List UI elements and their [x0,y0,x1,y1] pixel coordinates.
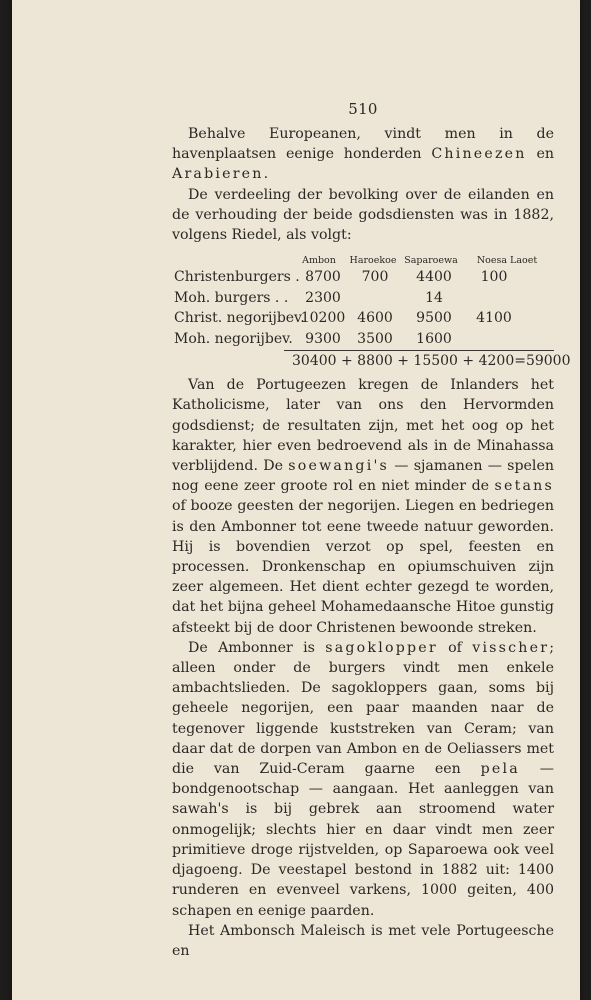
column-header-noesa-laoet: Noesa Laoet [476,255,538,267]
spaced-term: sagoklopper [325,639,438,656]
text-run: of [437,639,473,656]
paragraph-3 [172,375,554,638]
table-row [172,329,554,350]
table-row [172,308,554,329]
table-cell: 4600 [357,310,393,327]
paragraph-1 [172,124,554,185]
table-cell: 4400 [416,269,452,286]
column-header-haroekoe: Haroekoe [349,255,397,267]
text-run: — bondgenootschap — aangaan. Het aanleggen van sawah's is bij gebrek aan stroomend water onmogelijk; slechts hier en daar vindt men zeer primitieve droge rijstvelden, op Saparoewa ook veel djagoeng. De veestapel bestond in 1882 uit: 1400 runderen en evenveel varkens, 1000 geiten, 400 schapen en eenige paarden. [172,761,554,919]
table-cell: 100 [480,269,508,286]
text-run: — sjamanen — spelen nog eene zeer groote rol en niet minder de [172,458,555,495]
paragraph-4 [172,638,554,921]
table-cell: 3500 [357,330,393,347]
row-label: Moh. burgers . . [174,289,289,306]
row-label: Christenburgers . [174,269,300,286]
table-cell: 9500 [416,310,452,327]
page-number: 510 [348,100,378,118]
text-run: en [526,146,554,163]
population-table [172,251,571,371]
spaced-term: Arabieren [172,166,264,183]
spaced-term: pela [480,761,520,778]
table-cell: 9300 [305,330,341,347]
text-run: De Ambonner is [188,639,326,656]
column-header-ambon: Ambon [302,255,336,267]
paragraph-2: De verdeeling der bevolking over de eilanden en de verhouding der beide godsdiensten was in 1882, volgens Riedel, als volgt: [172,186,554,244]
text-run: Behalve Europeanen, vindt men in de havenplaatsen eenige honderden [172,126,554,163]
text-run: . [263,166,269,183]
page-body [172,124,571,961]
text-run: of booze geesten der negorijen. Liegen en bedriegen is den Ambonner tot eene tweede natuur geworden. Hij is bovendien verzot op spel, feesten en processen. Dronkenschap en opiumschuiven zijn zeer algemeen. Het dient echter gezegd te worden, dat het bijna geheel Mohamedaansche Hitoe gunstig afsteekt bij de door Christenen bewoonde streken. [172,498,554,636]
spaced-term: soewangi's [288,458,390,475]
table-row [172,267,554,288]
spaced-term: Chineezen [431,146,527,163]
spaced-term: visscher [472,639,550,656]
column-header-saparoewa: Saparoewa [404,255,458,267]
table-row [172,288,554,309]
table-cell: 14 [425,289,443,306]
row-label: Moh. negorijbev. [174,330,293,347]
table-cell: 700 [361,269,389,286]
row-label: Christ. negorijbev. [174,310,305,327]
table-cell: 8700 [305,269,341,286]
book-page [12,0,580,1000]
table-cell: 2300 [305,289,341,306]
table-cell: 10200 [300,310,346,327]
text-run: Van de Portugeezen kregen de Inlanders het Katholicisme, later van ons den Hervormden godsdienst; de resultaten zijn, met het oog op het karakter, hier even bedroevend als in de Minahassa verblijdend. De [172,377,554,475]
table-total: 30400 + 8800 + 15500 + 4200=59000 [292,353,571,370]
spaced-term: setans [494,478,554,495]
text-run: ; alleen onder de burgers vindt men enkele ambachtslieden. De sagokloppers gaan, soms bij geheele negorijen, een paar maanden naar de tegenover liggende kuststreken van Ceram; van daar dat de dorpen van Ambon en de Oeliassers met die van Zuid-Ceram gaarne een [172,639,554,778]
paragraph-5: Het Ambonsch Maleisch is met vele Portugeesche en [172,922,554,959]
text-block [172,0,571,1000]
table-cell: 4100 [476,310,512,327]
table-header [172,251,554,267]
table-cell: 1600 [416,330,452,347]
